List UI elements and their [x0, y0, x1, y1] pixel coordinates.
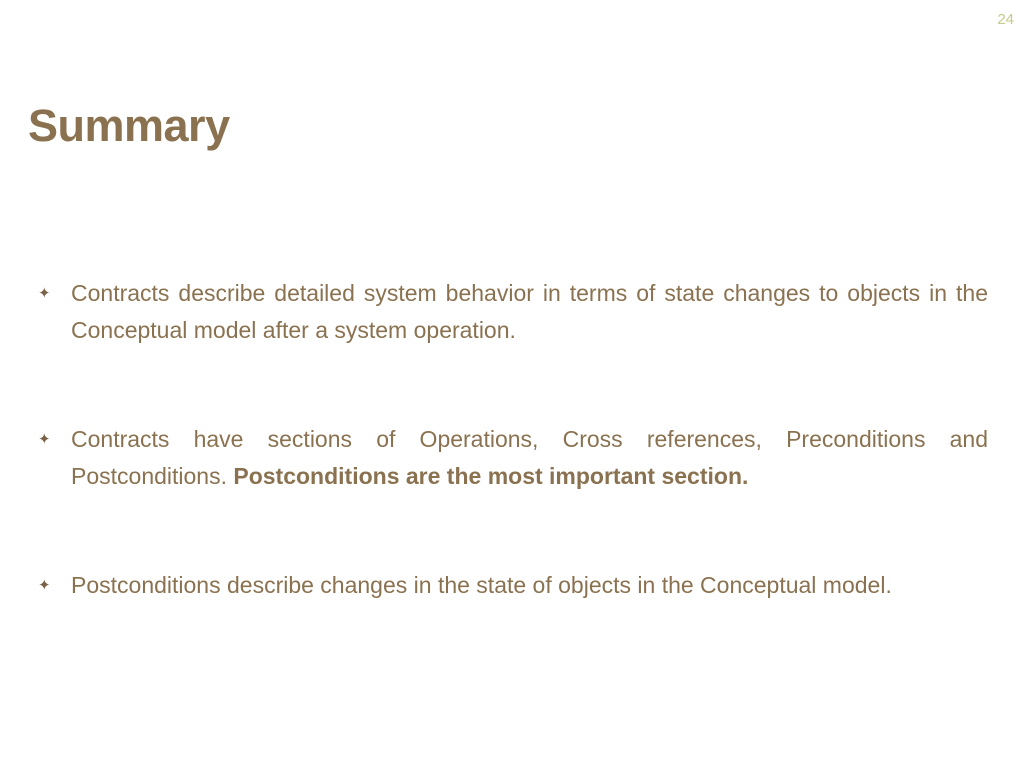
- bullet-bold-text: Postconditions are the most important section.: [233, 463, 749, 489]
- bullet-item: [36, 567, 988, 605]
- bullet-plain-text: Contracts have sections of Operations, Cross references, Preconditions and Postconditions.: [71, 426, 988, 489]
- bullet-plain-text: Postconditions describe changes in the state of objects in the Conceptual model.: [71, 572, 892, 598]
- four-point-star-icon: ✦: [38, 285, 51, 302]
- slide-number: 24: [997, 11, 1014, 28]
- bullet-text: [71, 567, 988, 604]
- bullet-text: [71, 421, 988, 495]
- bullet-item: [36, 275, 988, 349]
- four-point-star-icon: ✦: [38, 577, 51, 594]
- bullet-plain-text: Contracts describe detailed system behavior in terms of state changes to objects in the Conceptual model after a system operation.: [71, 280, 988, 343]
- bullet-list: [36, 275, 988, 677]
- four-point-star-icon: ✦: [38, 431, 51, 448]
- slide-title: Summary: [28, 100, 230, 151]
- bullet-item: [36, 421, 988, 495]
- bullet-text: [71, 275, 988, 349]
